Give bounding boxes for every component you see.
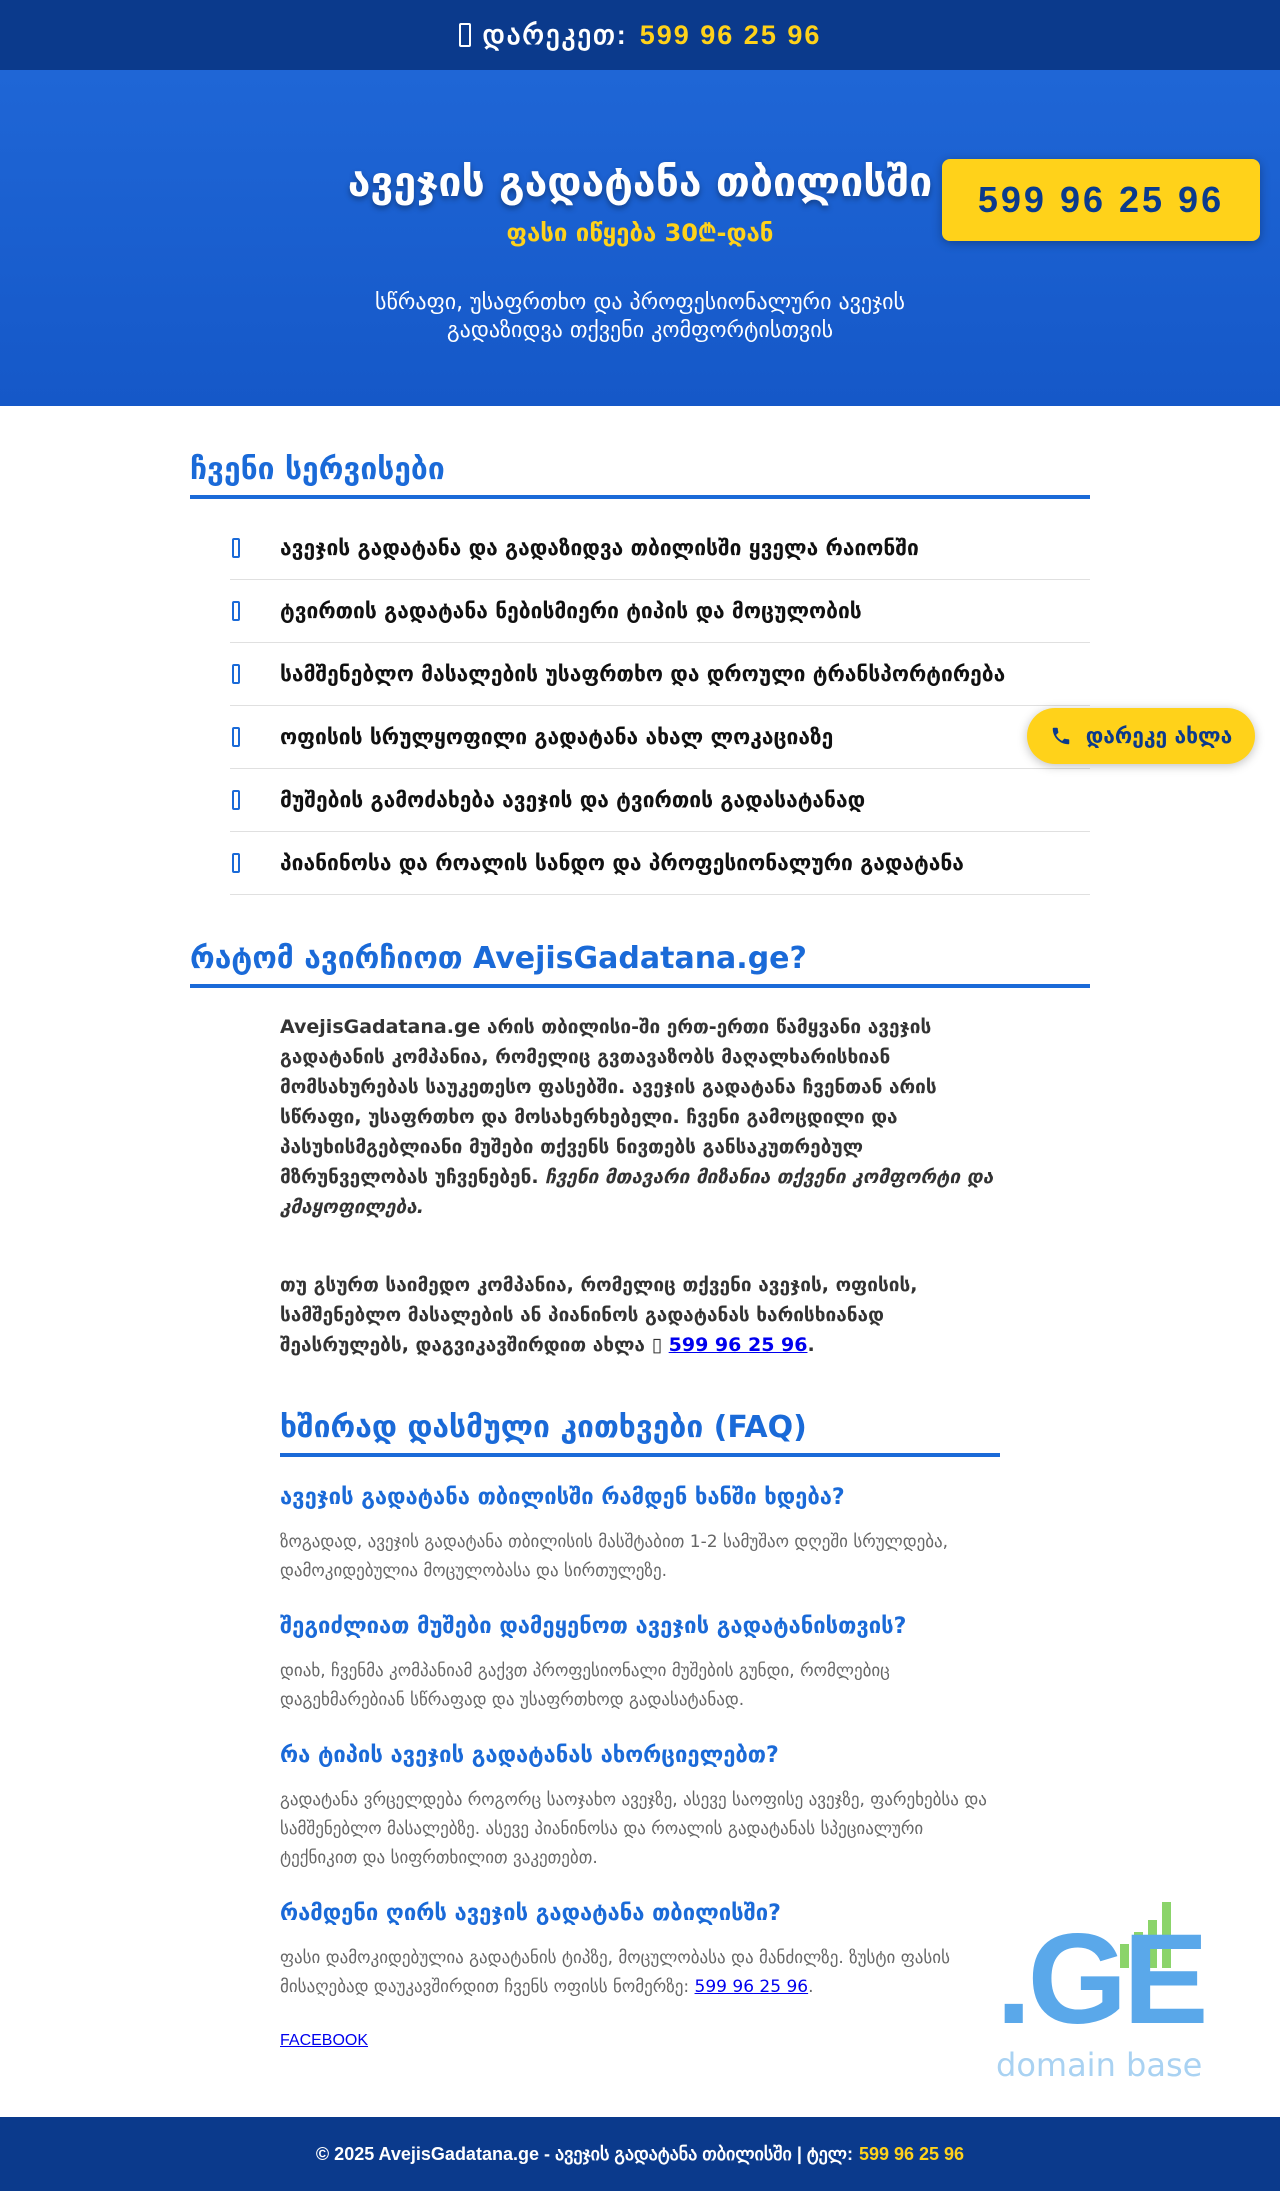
faq-heading: ხშირად დასმული კითხვები (FAQ) [280,1410,1000,1457]
footer [0,2117,1280,2191]
faq-answer [280,1944,1000,2002]
service-label: პიანინოსა და როალის სანდო და პროფესიონალური გადატანა [280,851,964,875]
phone-icon: ▯ [651,1334,663,1356]
domain-logo: .GE [996,1908,1205,2051]
hero-price: ფასი იწყება 30₾-დან [506,219,774,247]
why-body [280,1012,1000,1360]
why-paragraph-2 [280,1270,1000,1360]
service-label: მუშების გამოძახება ავეჯის და ტვირთის გადასატანად [280,788,866,812]
faq-answer-end: . [808,1977,814,1997]
bullet-icon [232,601,240,621]
call-box-button[interactable]: 599 96 25 96 [942,159,1260,241]
why-text: არის თბილისი-ში ერთ-ერთი წამყვანი ავეჯის გადატანის კომპანია, რომელიც გვთავაზობს მაღალხარისხიან მომსახურებას საუკეთესო ფასებში. ავეჯის გადატანა ჩვენთან არის სწრაფი, უსაფრთხო და მოსახერხებელი. ჩვენი გამოცდილი და პასუხისმგებლიანი მუშები თქვენს ნივთებს განსაკუთრებულ მზრუნველობას უჩვენებენ. [280,1016,937,1188]
faq-answer: დიახ, ჩვენმა კომპანიამ გაქვთ პროფესიონალი მუშების გუნდი, რომლებიც დაგეხმარებიან სწრაფად და უსაფრთხოდ გადასატანად. [280,1661,890,1710]
topbar-phone-link[interactable]: 599 96 25 96 [639,19,822,50]
why-end: . [807,1334,815,1356]
list-item [230,580,1090,643]
faq-answer: ზოგადად, ავეჯის გადატანა თბილისის მასშტაბით 1-2 სამუშაო დღეში სრულდება, დამოკიდებულია მოცულობასა და სირთულეზე. [280,1532,949,1581]
footer-text: © 2025 AvejisGadatana.ge - ავეჯის გადატანა თბილისში | ტელ: [315,2143,853,2164]
faq-section [280,1410,1000,2050]
topbar-label: დარეკეთ: [482,19,628,50]
hero-subtitle: სწრაფი, უსაფრთხო და პროფესიონალური ავეჯის გადაზიდვა თქვენი კომფორტისთვის [375,290,905,343]
why-section [190,941,1090,2050]
services-heading: ჩვენი სერვისები [190,452,1090,499]
hero-banner [0,70,1280,406]
services-section [190,452,1090,895]
domain-tag: domain base [996,2046,1203,2084]
services-list [230,517,1090,895]
service-label: ოფისის სრულყოფილი გადატანა ახალ ლოკაციაზე [280,725,834,749]
bullet-icon [232,727,240,747]
list-item [230,832,1090,895]
phone-icon [1050,725,1072,747]
faq-phone-link[interactable]: 599 96 25 96 [694,1977,809,1997]
brand-name: AvejisGadatana.ge [280,1016,481,1038]
phone-icon [459,23,471,47]
footer-phone[interactable]: 599 96 25 96 [858,2143,965,2164]
why-heading: რატომ ავირჩიოთ AvejisGadatana.ge? [190,941,1090,988]
page-title: ავეჯის გადატანა თბილისში [347,158,933,206]
service-label: ტვირთის გადატანა ნებისმიერი ტიპის და მოცულობის [280,599,862,623]
faq-question: რამდენი ღირს ავეჯის გადატანა თბილისში? [280,1901,781,1926]
bullet-icon [232,790,240,810]
why-paragraph-1 [280,1012,1000,1222]
service-label: სამშენებლო მასალების უსაფრთხო და დროული ტრანსპორტირება [280,662,1006,686]
list-item [230,706,1090,769]
faq-question: რა ტიპის ავეჯის გადატანას ახორციელებთ? [280,1743,779,1768]
bullet-icon [232,853,240,873]
service-label: ავეჯის გადატანა და გადაზიდვა თბილისში ყველა რაიონში [280,536,919,560]
faq-answer-text: ფასი დამოკიდებულია გადატანის ტიპზე, მოცულობასა და მანძილზე. ზუსტი ფასის მისაღებად დაუკავშირდით ჩვენს ოფისს ნომერზე: [280,1948,950,1997]
why-phone-link[interactable]: 599 96 25 96 [668,1334,808,1356]
domain-base-badge[interactable] [992,1898,1212,2088]
faq-answer: გადატანა ვრცელდება როგორც საოჯახო ავეჯზე, ასევე საოფისე ავეჯზე, ფარეხებსა და სამშენებლო მასალებზე. ასევე პიანინოსა და როალის გადატანას სპეციალური ტექნიკით და სიფრთხილით ვაკეთებთ. [280,1790,987,1868]
list-item [230,769,1090,832]
list-item [230,643,1090,706]
why-emphasis: ჩვენი მთავარი მიზანია თქვენი კომფორტი და კმაყოფილება. [280,1166,994,1218]
floating-call-label: დარეკე ახლა [1085,724,1233,748]
why-text-2: თუ გსურთ საიმედო კომპანია, რომელიც თქვენი ავეჯის, ოფისის, სამშენებლო მასალების ან პიანინოს გადატანას ხარისხიანად შეასრულებს, დაგვიკავშირდით ახლა [280,1274,918,1356]
facebook-link[interactable]: FACEBOOK [280,2032,369,2049]
list-item [230,517,1090,580]
bullet-icon [232,664,240,684]
faq-question: შეგიძლიათ მუშები დამეყენოთ ავეჯის გადატანისთვის? [280,1614,907,1639]
floating-call-button[interactable] [1027,708,1255,764]
top-contact-bar [0,0,1280,70]
bullet-icon [232,538,240,558]
faq-question: ავეჯის გადატანა თბილისში რამდენ ხანში ხდება? [280,1485,845,1510]
